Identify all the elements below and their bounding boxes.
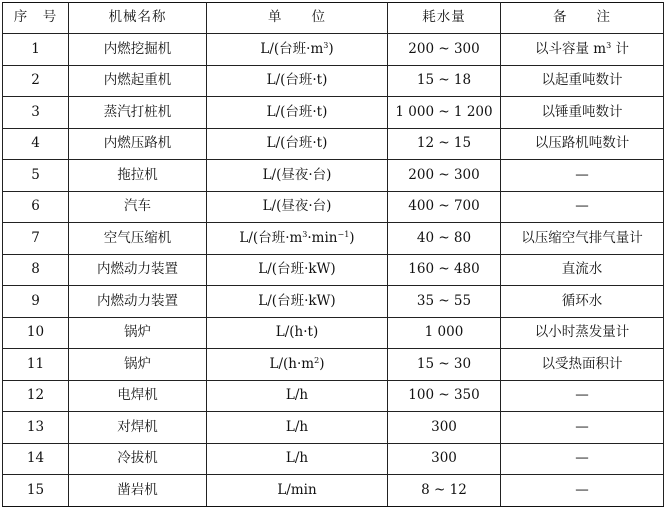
- cell-note: [501, 160, 664, 192]
- note-text: —: [575, 387, 589, 403]
- cell-machine-name: 对焊机: [69, 412, 207, 444]
- table-row: [3, 191, 664, 223]
- cell-machine-name: 蒸汽打桩机: [69, 97, 207, 129]
- cell-water-usage: 300: [388, 412, 501, 444]
- table-row: [3, 286, 664, 318]
- table-row: [3, 475, 664, 507]
- note-text: —: [575, 166, 589, 183]
- table-row: [3, 223, 664, 255]
- cell-water-usage: 15 ~ 30: [388, 349, 501, 381]
- cell-water-usage: 1 000 ~ 1 200: [388, 97, 501, 129]
- cell-no: 6: [3, 191, 69, 223]
- note-text: 以小时蒸发量计: [534, 324, 630, 340]
- unit-text: L/(台班·m: [260, 40, 324, 57]
- unit-text: L/(台班·t): [266, 135, 328, 151]
- cell-machine-name: 内燃动力装置: [69, 254, 207, 286]
- unit-tail: ·min: [307, 229, 338, 246]
- unit-text: L/h: [285, 387, 309, 403]
- note-text: 以受热面积计: [541, 355, 623, 372]
- unit-tail: ): [349, 229, 355, 246]
- note-superscript: 3: [606, 40, 612, 50]
- cell-unit: [207, 34, 388, 66]
- cell-unit: [207, 160, 388, 192]
- cell-no: 12: [3, 380, 69, 412]
- cell-note: [501, 349, 664, 381]
- note-text: —: [575, 450, 589, 466]
- cell-machine-name: 内燃挖掘机: [69, 34, 207, 66]
- note-text: 以斗容量 m: [535, 40, 607, 57]
- note-text: —: [575, 198, 589, 214]
- cell-water-usage: 35 ~ 55: [388, 286, 501, 318]
- cell-no: 15: [3, 475, 69, 507]
- unit-text: L/(h·m: [269, 355, 315, 372]
- cell-water-usage: 160 ~ 480: [388, 254, 501, 286]
- table-row: [3, 349, 664, 381]
- table-row: [3, 412, 664, 444]
- cell-note: [501, 223, 664, 255]
- unit-text: L/h: [285, 450, 309, 466]
- unit-text: L/(台班·kW): [258, 292, 336, 309]
- note-text: —: [575, 418, 589, 435]
- table-row: [3, 97, 664, 129]
- cell-water-usage: 300: [388, 443, 501, 475]
- cell-machine-name: 锅炉: [69, 317, 207, 349]
- cell-machine-name: 内燃压路机: [69, 128, 207, 160]
- cell-note: [501, 65, 664, 97]
- cell-no: 11: [3, 349, 69, 381]
- unit-text: L/min: [277, 481, 317, 498]
- cell-no: 8: [3, 254, 69, 286]
- table-row: [3, 254, 664, 286]
- cell-unit: [207, 380, 388, 412]
- cell-no: 5: [3, 160, 69, 192]
- note-text: 直流水: [561, 261, 603, 277]
- table-row: [3, 65, 664, 97]
- cell-water-usage: 8 ~ 12: [388, 475, 501, 507]
- cell-no: 9: [3, 286, 69, 318]
- cell-unit: [207, 97, 388, 129]
- note-text: 以起重吨数计: [541, 72, 623, 88]
- cell-unit: [207, 349, 388, 381]
- table-row: [3, 128, 664, 160]
- note-text: 以压缩空气排气量计: [521, 229, 643, 246]
- cell-no: 13: [3, 412, 69, 444]
- cell-note: [501, 191, 664, 223]
- note-text: 以锤重吨数计: [541, 103, 623, 120]
- cell-no: 2: [3, 65, 69, 97]
- cell-note: [501, 443, 664, 475]
- header-machine-name: 机械名称: [69, 3, 207, 34]
- cell-note: [501, 254, 664, 286]
- unit-superscript: −1: [337, 229, 350, 239]
- header-water-usage: 耗水量: [388, 3, 501, 34]
- cell-machine-name: 电焊机: [69, 380, 207, 412]
- unit-superscript: 3: [323, 40, 329, 50]
- cell-water-usage: 400 ~ 700: [388, 191, 501, 223]
- note-text: 以压路机吨数计: [534, 135, 630, 151]
- unit-text: L/(昼夜·台): [262, 198, 332, 214]
- unit-text: L/(台班·t): [266, 103, 328, 120]
- cell-water-usage: 200 ~ 300: [388, 34, 501, 66]
- header-no: 序 号: [3, 3, 69, 34]
- cell-machine-name: 内燃动力装置: [69, 286, 207, 318]
- water-consumption-table-container: [2, 2, 663, 507]
- cell-no: 10: [3, 317, 69, 349]
- note-text: —: [575, 481, 589, 498]
- cell-note: [501, 317, 664, 349]
- cell-unit: [207, 191, 388, 223]
- table-header-row: [3, 3, 664, 34]
- table-row: [3, 160, 664, 192]
- unit-text: L/(台班·t): [266, 72, 328, 88]
- unit-text: L/h: [285, 418, 309, 435]
- cell-note: [501, 34, 664, 66]
- unit-text: L/(昼夜·台): [262, 166, 332, 183]
- table-row: [3, 317, 664, 349]
- cell-machine-name: 锅炉: [69, 349, 207, 381]
- cell-machine-name: 内燃起重机: [69, 65, 207, 97]
- cell-unit: [207, 254, 388, 286]
- cell-no: 3: [3, 97, 69, 129]
- unit-superscript: 2: [314, 355, 320, 365]
- cell-machine-name: 冷拔机: [69, 443, 207, 475]
- cell-note: [501, 380, 664, 412]
- unit-tail: ): [328, 40, 334, 57]
- cell-water-usage: 1 000: [388, 317, 501, 349]
- cell-unit: [207, 475, 388, 507]
- cell-machine-name: 拖拉机: [69, 160, 207, 192]
- cell-no: 1: [3, 34, 69, 66]
- note-tail: 计: [611, 40, 629, 57]
- unit-text: L/(h·t): [275, 324, 319, 340]
- cell-unit: [207, 223, 388, 255]
- unit-tail: ): [319, 355, 325, 372]
- cell-unit: [207, 65, 388, 97]
- cell-unit: [207, 412, 388, 444]
- cell-note: [501, 412, 664, 444]
- cell-note: [501, 97, 664, 129]
- cell-note: [501, 475, 664, 507]
- cell-note: [501, 128, 664, 160]
- cell-no: 7: [3, 223, 69, 255]
- cell-machine-name: 空气压缩机: [69, 223, 207, 255]
- table-row: [3, 34, 664, 66]
- cell-water-usage: 200 ~ 300: [388, 160, 501, 192]
- cell-machine-name: 凿岩机: [69, 475, 207, 507]
- header-unit: 单 位: [207, 3, 388, 34]
- cell-unit: [207, 443, 388, 475]
- cell-unit: [207, 286, 388, 318]
- header-note: 备 注: [501, 3, 664, 34]
- unit-text: L/(台班·kW): [258, 261, 336, 277]
- cell-note: [501, 286, 664, 318]
- cell-unit: [207, 317, 388, 349]
- cell-water-usage: 100 ~ 350: [388, 380, 501, 412]
- table-row: [3, 380, 664, 412]
- cell-water-usage: 40 ~ 80: [388, 223, 501, 255]
- water-consumption-table: [2, 2, 664, 507]
- note-text: 循环水: [561, 292, 603, 309]
- table-body: [3, 34, 664, 507]
- unit-superscript: 3: [302, 229, 308, 239]
- table-row: [3, 443, 664, 475]
- cell-unit: [207, 128, 388, 160]
- cell-water-usage: 12 ~ 15: [388, 128, 501, 160]
- cell-no: 14: [3, 443, 69, 475]
- cell-no: 4: [3, 128, 69, 160]
- unit-text: L/(台班·m: [239, 229, 303, 246]
- cell-water-usage: 15 ~ 18: [388, 65, 501, 97]
- cell-machine-name: 汽车: [69, 191, 207, 223]
